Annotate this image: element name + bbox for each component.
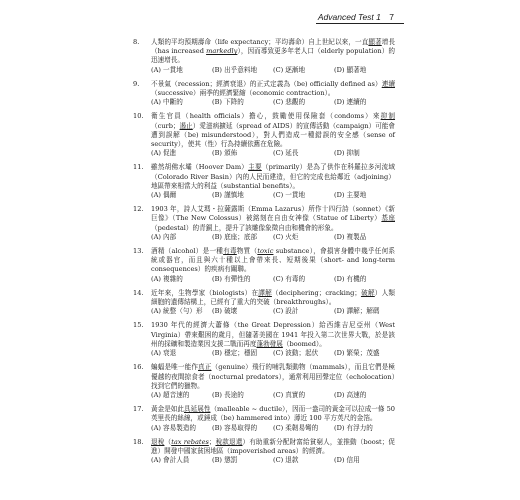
answer-option[interactable]: (B) 有彈性的	[212, 274, 251, 283]
question-number: 14.	[133, 288, 144, 297]
answer-options	[151, 456, 395, 465]
answer-options	[151, 307, 395, 316]
question-item	[133, 363, 395, 400]
answer-option[interactable]: (D) 抑制	[334, 149, 360, 158]
answer-option[interactable]: (B) 容易取得的	[212, 423, 258, 432]
question-item	[133, 38, 395, 75]
answer-option[interactable]: (D) 信用	[334, 456, 360, 465]
answer-option[interactable]: (B) 出乎意料地	[212, 65, 258, 74]
answer-option[interactable]: (D) 有浮力的	[334, 423, 373, 432]
answer-option[interactable]: (C) 延長	[273, 149, 299, 158]
answer-option[interactable]: (A) 促進	[151, 149, 177, 158]
page-header	[318, 12, 394, 22]
answer-option[interactable]: (B) 懲罰	[212, 456, 238, 465]
question-number: 8.	[133, 38, 140, 46]
question-text: 蝙蝠是唯一能作真正（genuine）飛行的哺乳類動物（mammals），而且它們是極優越的夜間掠食者（nocturnal predators），通常利用回聲定位（echolocation）找到它們的獵物。	[151, 363, 396, 390]
answer-option[interactable]: (C) 設計	[273, 307, 299, 316]
answer-options	[151, 391, 395, 400]
answer-option[interactable]: (C) 真實的	[273, 390, 306, 399]
question-number: 11.	[133, 163, 144, 172]
answer-options	[151, 66, 395, 75]
answer-option[interactable]: (A) 超音速的	[151, 390, 190, 399]
answer-options	[151, 233, 395, 242]
answer-option[interactable]: (A) 衰退	[151, 349, 177, 358]
question-text: 1930 年代的經濟大蕭條（the Great Depression）給西維吉尼亞州（West Virginia）帶來艱困的歲月，但隨著美國在 1941 年投入第二次世界大戰，於是該州的採礦和製造業因支援二戰而再度蓬勃發展（boomed）。	[151, 321, 395, 348]
question-number: 15.	[133, 321, 144, 330]
answer-option[interactable]: (C) 有毒的	[273, 274, 306, 283]
question-list	[133, 38, 395, 470]
answer-option[interactable]: (C) 退款	[273, 456, 299, 465]
question-text: 退稅（tax rebates；稅款退還）有助重新分配財富給貧窮人，並推動（boost；促進）開發中國家貧困地區（impoverished areas）的經濟。	[151, 437, 396, 455]
answer-option[interactable]: (A) 複雜的	[151, 274, 183, 283]
answer-options	[151, 191, 395, 200]
answer-option[interactable]: (D) 繁榮；茂盛	[334, 349, 380, 358]
answer-option[interactable]: (B) 穩定；穩固	[212, 349, 258, 358]
answer-option[interactable]: (A) 一貫地	[151, 65, 183, 74]
answer-option[interactable]: (A) 偶爾	[151, 191, 177, 200]
answer-option[interactable]: (A) 中斷的	[151, 98, 183, 107]
answer-option[interactable]: (C) 悲觀的	[273, 98, 306, 107]
answer-option[interactable]: (A) 容易製造的	[151, 423, 196, 432]
answer-option[interactable]: (C) 柔韌易彎的	[273, 423, 319, 432]
question-item	[133, 163, 395, 200]
question-text: 衛生官員（health officials）擔心，鼓勵使用保險套（condoms）來抑制（curb；遏止）愛滋病擴延（spread of AIDS）的宣傳活動（campaign）可能會遭到誤解（be) misunderstood），對人們造成一種錯誤的安全感（sense of security），使其（性）行為持續依舊在危險。	[151, 112, 396, 149]
answer-option[interactable]: (B) 下降的	[212, 98, 244, 107]
question-item	[133, 289, 395, 317]
question-item	[133, 405, 395, 433]
question-text: 1903 年，詩人艾瑪・拉薩露斯（Emma Lazarus）所作十四行詩（sonnet）《新巨像》（The New Colossus）被銘刻在自由女神像（Statue of Liberty）基座（pedestal）的青銅上，提升了該雕像象徵自由和機會的形象。	[151, 205, 395, 232]
question-text: 近年來，生物學家（biologists）在譯解（deciphering；cracking；破解）人類細胞的遺傳結構上，已經有了重大的突破（breakthroughs）。	[151, 288, 396, 307]
answer-option[interactable]: (C) 火炬	[273, 232, 299, 241]
question-text: 雖然胡佛水壩（Hoover Dam）主要（primarily）是為了供作在科羅拉多河流域（Colorado River Basin）內的人民而建造，但它的完成也給鄰近（adjoining）地區帶來相當大的利益（substantial benefits）。	[151, 163, 396, 190]
question-number: 9.	[133, 79, 140, 88]
question-number: 16.	[133, 363, 144, 372]
answer-options	[151, 98, 395, 107]
question-number: 10.	[133, 112, 144, 121]
header-rule	[316, 23, 404, 24]
test-title: Advanced Test 1	[317, 12, 381, 22]
answer-options	[151, 349, 395, 358]
answer-option[interactable]: (D) 複製品	[334, 232, 367, 241]
question-text: 不景氣（recession；經濟衰退）的正式定義為（be) officially defined as）連續（successive）兩季的經濟緊縮（economic contraction）。	[151, 79, 395, 98]
answer-option[interactable]: (D) 顯著地	[334, 65, 367, 74]
answer-option[interactable]: (A) 內部	[151, 232, 177, 241]
answer-option[interactable]: (D) 高速的	[334, 390, 367, 399]
answer-option[interactable]: (D) 有機的	[334, 274, 367, 283]
answer-options	[151, 424, 395, 433]
answer-option[interactable]: (C) 一貫地	[273, 191, 306, 200]
question-number: 13.	[133, 247, 144, 256]
question-number: 17.	[133, 405, 144, 414]
answer-option[interactable]: (C) 波動；起伏	[273, 349, 319, 358]
question-item	[133, 247, 395, 284]
question-number: 18.	[133, 437, 144, 446]
answer-option[interactable]: (D) 譯解；解碼	[334, 307, 380, 316]
answer-option[interactable]: (A) 會計人員	[151, 456, 190, 465]
answer-option[interactable]: (A) 統整（勻）形	[151, 307, 203, 316]
answer-option[interactable]: (B) 破壞	[212, 307, 238, 316]
answer-option[interactable]: (C) 逐漸地	[273, 65, 306, 74]
question-text: 人類的平均預期壽命（life expectancy；平均壽命）自上世紀以來，一直顯著增長（has increased markedly），因而導致更多年老人口（elderly population）的迅速增長。	[151, 38, 396, 65]
answer-option[interactable]: (B) 頒佈	[212, 149, 238, 158]
page-number: 7	[389, 12, 394, 22]
question-text: 酒精（alcohol）是一種有毒物質（toxic substance），會損害身體中幾乎任何系統或器官，而且與六十種以上會帶來長、短期後果（short- and long-term consequences）的疾病有關聯。	[151, 247, 396, 274]
question-item	[133, 321, 395, 358]
question-item	[133, 438, 395, 466]
answer-options	[151, 149, 395, 158]
question-item	[133, 112, 395, 158]
answer-option[interactable]: (B) 長途的	[212, 390, 244, 399]
question-text: 黃金是如此具延展性（malleable ~ ductile），因而一盎司的黃金可以拉成一條 50 英里長的絲線，或錘成（be) hammered into）薄近 100 平方英尺的金箔。	[151, 405, 396, 423]
answer-options	[151, 275, 395, 284]
answer-option[interactable]: (D) 連續的	[334, 98, 367, 107]
question-number: 12.	[133, 205, 144, 214]
answer-option[interactable]: (D) 主要地	[334, 191, 367, 200]
question-item	[133, 205, 395, 242]
answer-option[interactable]: (B) 底座；底部	[212, 232, 258, 241]
answer-option[interactable]: (B) 謹慎地	[212, 191, 244, 200]
question-item	[133, 80, 395, 108]
